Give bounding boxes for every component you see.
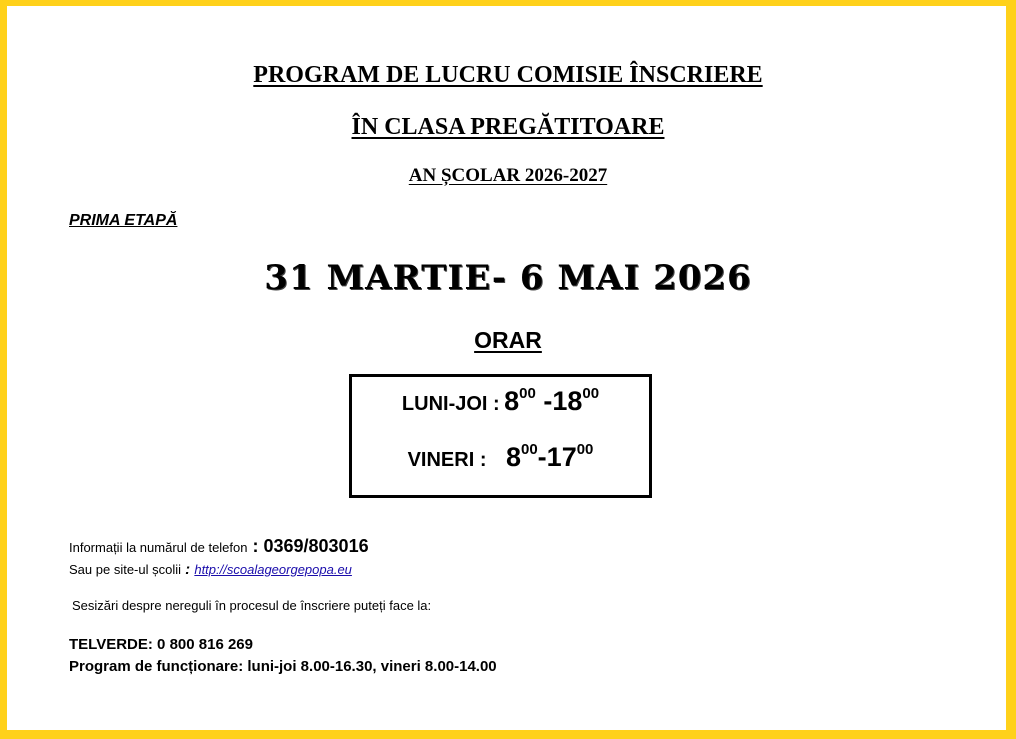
site-label: Sau pe site-ul școlii [69, 562, 181, 577]
schedule-heading: ORAR [474, 327, 542, 353]
schedule-separator: - [535, 386, 553, 416]
school-year-heading: AN ȘCOLAR 2026-2027 [408, 165, 608, 186]
program-hours-line: Program de funcționare: luni-joi 8.00-16.30, vineri 8.00-14.00 [69, 658, 497, 675]
schedule-row-label: VINERI : [407, 449, 487, 471]
phone-number: 0369/803016 [263, 536, 369, 556]
complaints-text: Sesizări despre nereguli în procesul de înscriere puteți face la: [72, 598, 432, 613]
schedule-start-hour: $8^{00}$ [504, 385, 536, 416]
document-title-line1: PROGRAM DE LUCRU COMISIE ÎNSCRIERE [253, 62, 763, 88]
stage-label: PRIMA ETAPĂ [69, 212, 178, 229]
phone-separator: : [247, 536, 264, 556]
schedule-row-friday [352, 441, 649, 473]
schedule-row-mon-thu [352, 385, 649, 417]
school-website-link[interactable]: http://scoalageorgepopa.eu [194, 562, 352, 577]
telverde-line: TELVERDE: 0 800 816 269 [69, 636, 253, 653]
schedule-box [349, 374, 652, 498]
schedule-separator: - [537, 442, 547, 472]
phone-info [69, 536, 369, 557]
schedule-end-hour: $18^{00}$ [552, 385, 600, 416]
schedule-end-hour: $17^{00}$ [546, 441, 594, 472]
schedule-row-label: LUNI-JOI : [401, 393, 500, 415]
document-title-line2: ÎN CLASA PREGĂTITOARE [351, 114, 665, 140]
date-range: 31 MARTIE- 6 MAI 2026 [264, 258, 752, 298]
site-info [69, 561, 352, 578]
phone-info-label: Informații la numărul de telefon [69, 540, 248, 555]
site-separator: : [181, 561, 195, 578]
schedule-start-hour: $8^{00}$ [505, 441, 538, 472]
